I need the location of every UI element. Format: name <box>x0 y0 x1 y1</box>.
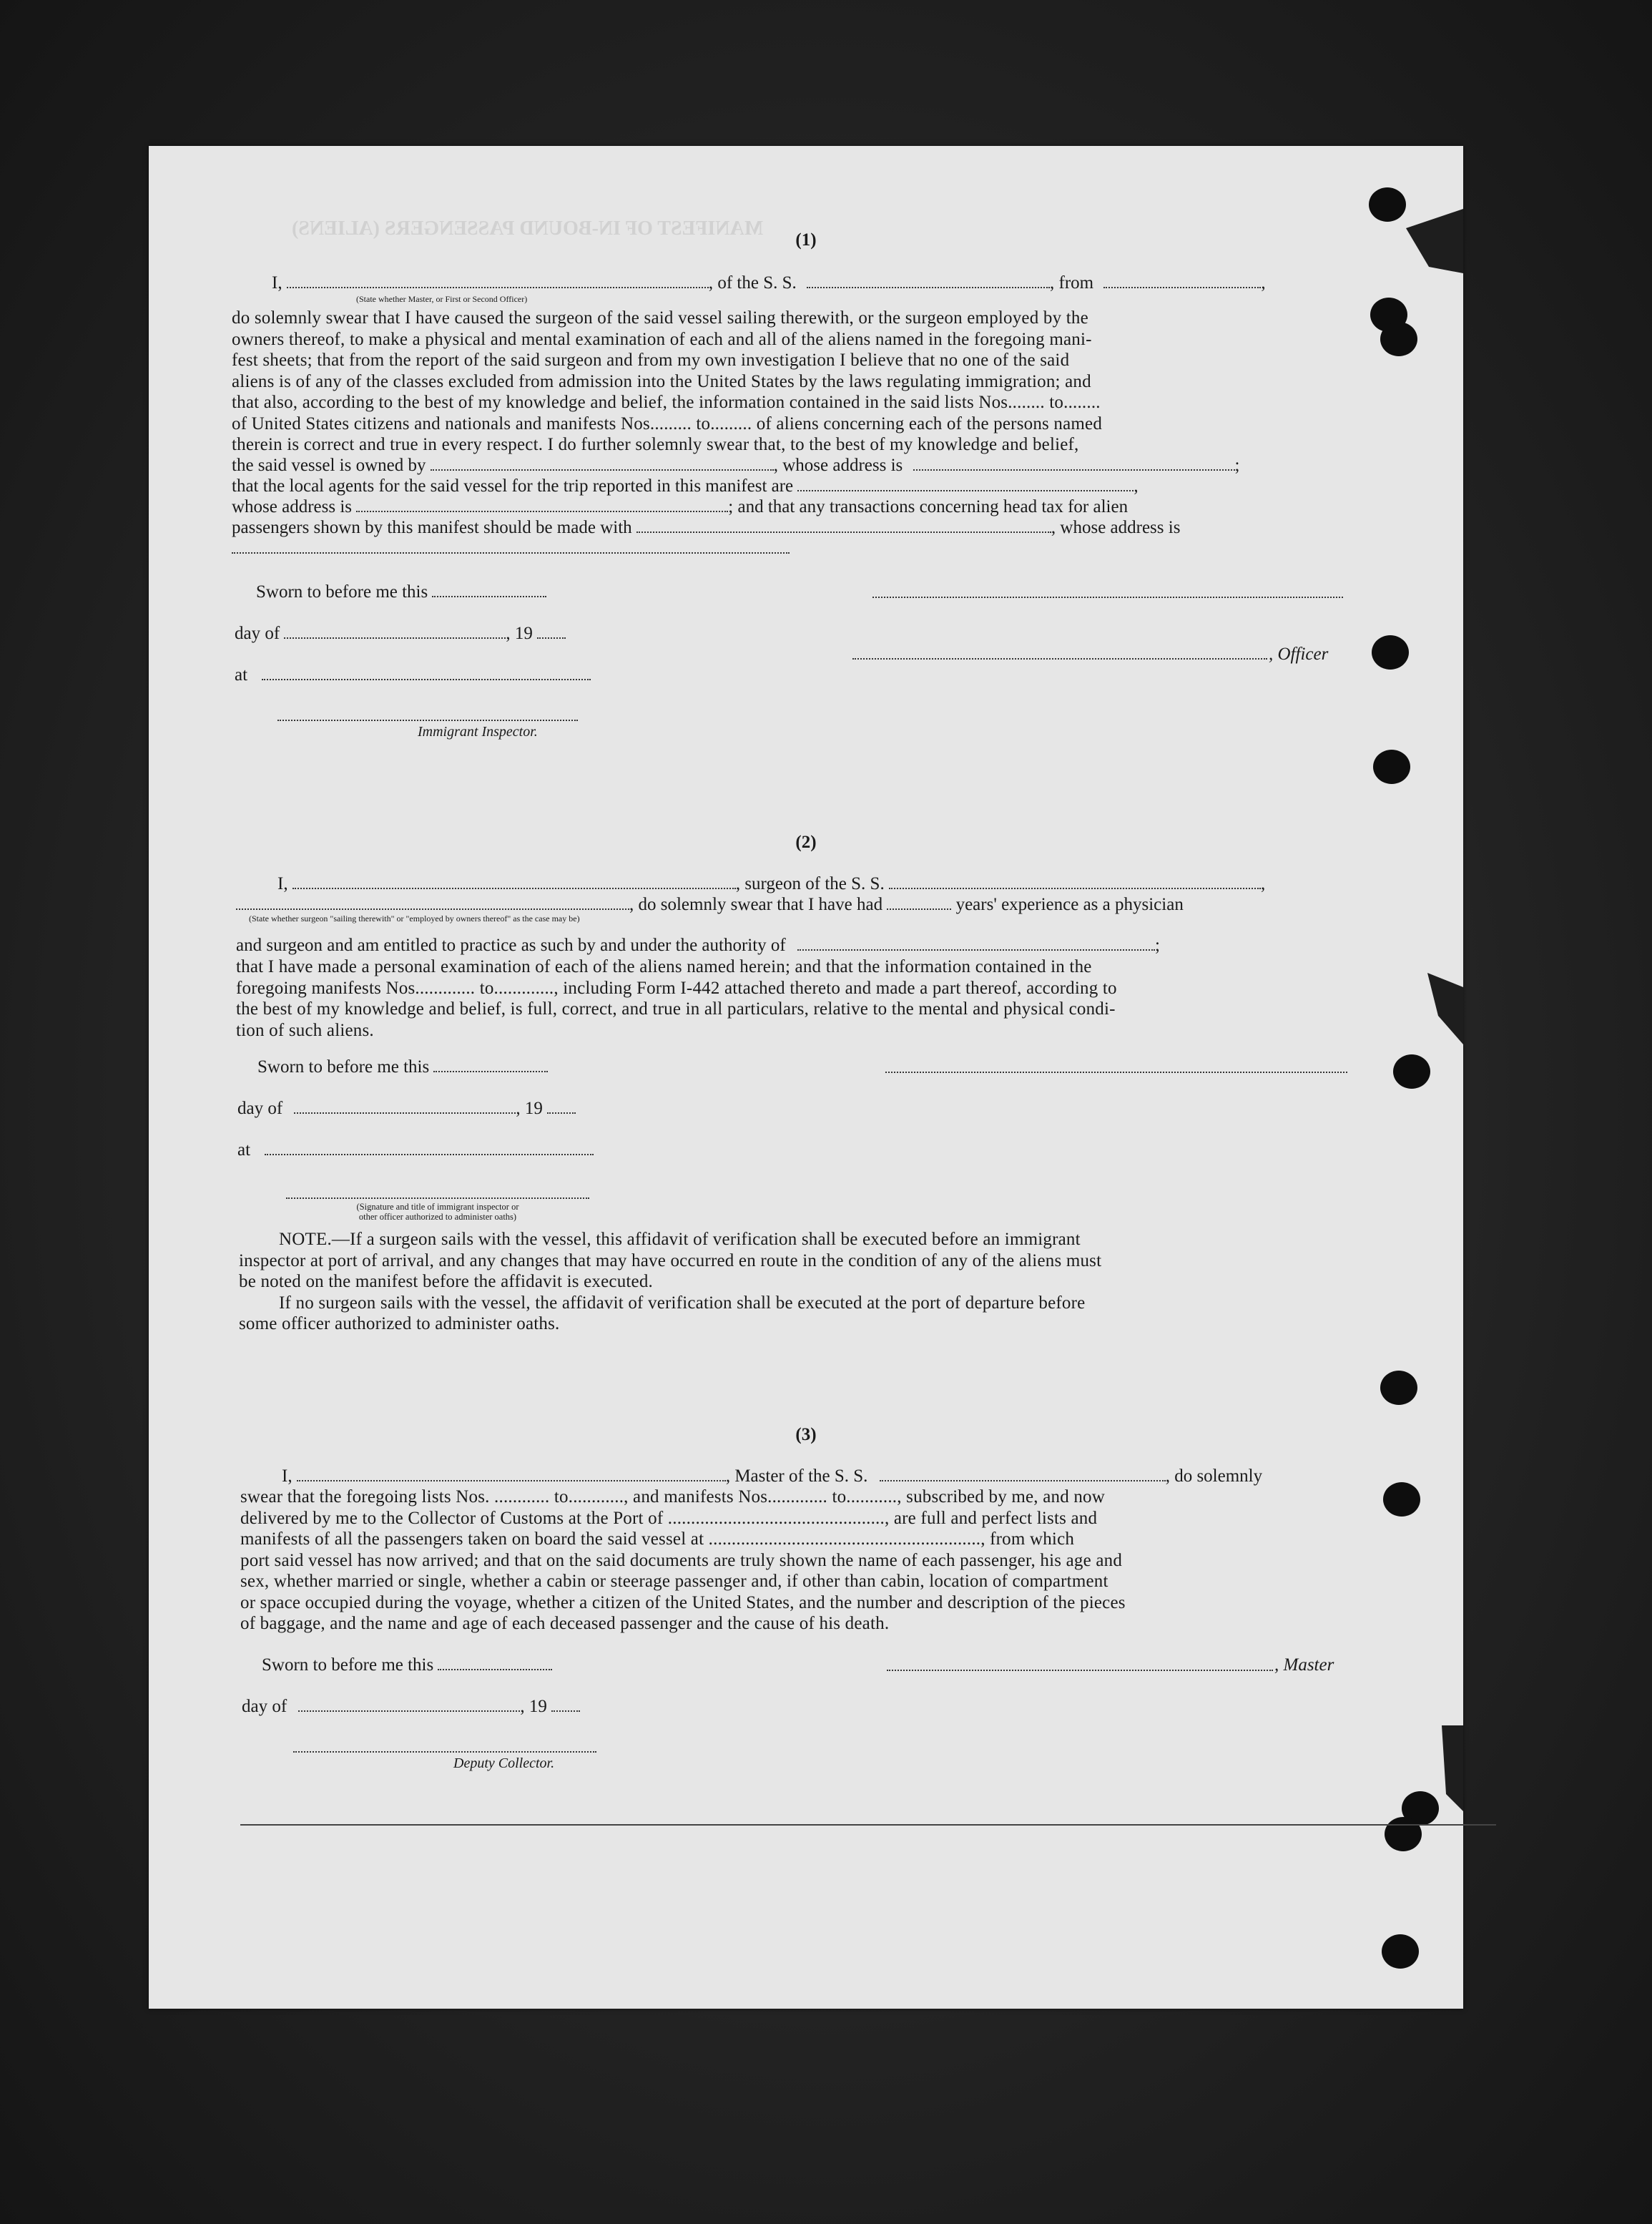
punch-hole <box>1380 1371 1417 1405</box>
body-line: manifests of all the passengers taken on board the said vessel at ..........................................................., from which <box>240 1529 1075 1549</box>
surgeon-name-field[interactable] <box>292 875 736 889</box>
body-line: and surgeon and am entitled to practice as such by and under the authority of <box>236 936 786 955</box>
local-agents-label: that the local agents for the said vessel for the trip reported in this manifest are <box>232 476 794 496</box>
signature-note-line: other officer authorized to administer oaths) <box>358 1212 517 1222</box>
body-line: delivered by me to the Collector of Customs at the Port of ..............................................., are full and perfect lists and <box>240 1508 1098 1528</box>
sworn-label-3: Sworn to before me this <box>262 1655 434 1675</box>
vessel-name-field-2[interactable] <box>889 875 1261 889</box>
body-line: fest sheets; that from the report of the said surgeon and from my own investigation I believe that no one of the said <box>232 351 1070 370</box>
body-line: that I have made a personal examination of each of the aliens named herein; and that the information contained in the <box>236 957 1092 976</box>
whose-address-label: , whose address is <box>773 456 903 475</box>
from-port-field[interactable] <box>1103 274 1261 288</box>
officer-name-field[interactable] <box>287 274 709 288</box>
master-of-label: , Master of the S. S. <box>725 1466 868 1486</box>
authority-field[interactable] <box>797 936 1155 951</box>
section-2-body <box>236 956 1495 1041</box>
at-line-1 <box>235 665 591 685</box>
punch-hole <box>1373 750 1410 784</box>
note-line: If no surgeon sails with the vessel, the affidavit of verification shall be executed at the port of departure before <box>279 1293 1086 1313</box>
at-label-2: at <box>237 1140 251 1160</box>
year-field[interactable] <box>537 624 566 639</box>
owner-field[interactable] <box>431 456 774 471</box>
surgeon-of-label: , surgeon of the S. S. <box>735 874 885 893</box>
body-line: sex, whether married or single, whether a cabin or steerage passenger and, if other than cabin, location of compartment <box>240 1572 1108 1591</box>
surgeon-note: (State whether surgeon "sailing therewith" or "employed by owners thereof" as the case may be) <box>249 913 580 924</box>
section-2-line1: I, , surgeon of the S. S. , <box>277 874 1266 893</box>
vessel-name-field-3[interactable] <box>880 1467 1166 1481</box>
inspector-signature-field[interactable] <box>277 718 578 721</box>
body-line: port said vessel has now arrived; and that on the said documents are truly shown the name of each passenger, his age and <box>240 1550 1123 1570</box>
officer-note: (State whether Master, or First or Second Officer) <box>356 294 528 304</box>
note-line: inspector at port of arrival, and any changes that may have occurred en route in the condition of any of the aliens must <box>239 1250 1102 1270</box>
section-1-line1: I, , of the S. S. , from , <box>272 273 1266 293</box>
years-experience-label: years' experience as a physician <box>955 895 1184 914</box>
sworn-line-1 <box>256 582 546 602</box>
day-of-line-3 <box>242 1697 580 1717</box>
do-solemnly-label-3: , do solemnly <box>1165 1466 1263 1486</box>
section-3-line1 <box>282 1466 1262 1486</box>
month-field-3[interactable] <box>298 1698 520 1712</box>
show-through-text: MANIFEST OF IN-BOUND PASSENGERS (ALIENS) <box>292 217 764 240</box>
year-label-2: , 19 <box>516 1099 543 1118</box>
from-label: , from <box>1050 273 1094 293</box>
vessel-name-field[interactable] <box>807 274 1050 288</box>
year-label: , 19 <box>506 624 533 643</box>
owned-by-line: the said vessel is owned by , whose address is ; <box>232 456 1240 475</box>
owner-address-field[interactable] <box>913 456 1235 471</box>
year-field-3[interactable] <box>551 1698 580 1712</box>
punch-hole <box>1372 635 1409 670</box>
whose-address-label-3: , whose address is <box>1051 518 1181 537</box>
master-name-field[interactable] <box>297 1467 726 1481</box>
at-place-field-2[interactable] <box>265 1141 594 1155</box>
punch-hole <box>1369 187 1406 222</box>
body-line: foregoing manifests Nos............. to............., including Form I-442 attached thereto and made a part thereof, according to <box>236 978 1117 998</box>
officer-signature-line-top[interactable] <box>872 595 1343 598</box>
day-of-label: day of <box>235 624 280 643</box>
body-line: owners thereof, to make a physical and mental examination of each and all of the aliens named in the foregoing mani- <box>232 329 1092 349</box>
day-of-label-3: day of <box>242 1697 287 1716</box>
sworn-label: Sworn to before me this <box>256 582 428 602</box>
sworn-date-field[interactable] <box>432 583 546 597</box>
contact-address-field[interactable] <box>232 551 790 554</box>
note-line: NOTE.—If a surgeon sails with the vessel, this affidavit of verification shall be executed before an immigrant <box>279 1230 1081 1249</box>
surgeon-status-field[interactable] <box>236 896 629 910</box>
manifest-page <box>149 146 1463 2009</box>
passengers-line <box>232 518 1180 538</box>
body-line: the best of my knowledge and belief, is full, correct, and true in all particulars, relative to the mental and physical condi- <box>236 999 1116 1019</box>
head-tax-contact-field[interactable] <box>636 519 1051 533</box>
master-label: , Master <box>1274 1655 1334 1675</box>
i-label-3: I, <box>282 1466 292 1486</box>
body-line: aliens is of any of the classes excluded from admission into the United States by the laws regulating immigration; and <box>232 371 1091 391</box>
punch-hole <box>1393 1054 1430 1089</box>
day-of-label-2: day of <box>237 1099 283 1118</box>
body-line: that also, according to the best of my knowledge and belief, the information contained in the said lists Nos........ to........ <box>232 393 1101 412</box>
signature-note-line: (Signature and title of immigrant inspector or <box>356 1202 519 1212</box>
note-block <box>239 1229 1498 1335</box>
year-field-2[interactable] <box>547 1099 576 1114</box>
surgeon-signature-field[interactable] <box>885 1070 1347 1073</box>
i-label-2: I, <box>277 874 288 893</box>
deputy-signature-field[interactable] <box>293 1750 596 1753</box>
i-label: I, <box>272 273 282 293</box>
master-signature-field[interactable] <box>887 1668 1273 1671</box>
head-tax-label: ; and that any transactions concerning head tax for alien <box>728 497 1129 516</box>
agent-address-field[interactable] <box>356 498 728 512</box>
local-agents-field[interactable] <box>797 477 1134 491</box>
body-line: or space occupied during the voyage, whether a citizen of the United States, and the number and description of the pieces <box>240 1592 1126 1612</box>
whose-address-label-2: whose address is <box>232 497 353 516</box>
years-experience-field[interactable] <box>887 896 951 910</box>
body-line: therein is correct and true in every respect. I do further solemnly swear that, to the best of my knowledge and belief, <box>232 435 1079 454</box>
section-3-number: (3) <box>795 1425 817 1444</box>
section-1-body <box>232 308 1490 456</box>
sworn-label-2: Sworn to before me this <box>257 1057 430 1077</box>
month-field[interactable] <box>284 624 506 639</box>
at-label: at <box>235 665 248 685</box>
body-line: do solemnly swear that I have caused the surgeon of the said vessel sailing therewith, or the surgeon employed by the <box>232 308 1088 328</box>
agent-address-line <box>232 497 1128 517</box>
immigrant-inspector-label: Immigrant Inspector. <box>418 724 538 740</box>
section-2-line2 <box>236 895 1184 915</box>
note-line: some officer authorized to administer oaths. <box>239 1314 560 1333</box>
sworn-line-3 <box>262 1655 552 1675</box>
inspector-signature-field-2[interactable] <box>286 1196 589 1199</box>
body-line: of baggage, and the name and age of each deceased passenger and the cause of his death. <box>240 1614 890 1633</box>
punch-hole <box>1382 1934 1419 1969</box>
month-field-2[interactable] <box>294 1099 516 1114</box>
officer-signature-field[interactable] <box>852 657 1267 660</box>
sworn-line-2 <box>257 1057 548 1077</box>
body-line: of United States citizens and nationals and manifests Nos......... to......... of aliens concerning each of the persons named <box>232 413 1103 433</box>
passengers-label: passengers shown by this manifest should be made with <box>232 518 632 537</box>
at-line-2 <box>237 1140 594 1160</box>
day-of-line-1 <box>235 624 566 644</box>
note-line: be noted on the manifest before the affidavit is executed. <box>239 1272 653 1291</box>
paper-tear <box>1442 1725 1463 1811</box>
local-agents-line: that the local agents for the said vessel for the trip reported in this manifest are , <box>232 476 1139 496</box>
of-ss-label: , of the S. S. <box>708 273 797 293</box>
section-1-number: (1) <box>795 230 817 250</box>
section-3-body <box>240 1486 1498 1635</box>
owned-by-label: the said vessel is owned by <box>232 456 426 475</box>
body-line: swear that the foregoing lists Nos. ............ to............, and manifests Nos............. to..........., subscribed by me, and now <box>240 1487 1105 1507</box>
bottom-rule <box>240 1824 1496 1826</box>
signature-note <box>286 1202 589 1222</box>
body-line: tion of such aliens. <box>236 1020 374 1040</box>
sworn-date-field-2[interactable] <box>433 1058 548 1072</box>
day-of-line-2 <box>237 1099 576 1119</box>
officer-label: , Officer <box>1269 645 1329 664</box>
do-solemnly-label: , do solemnly swear that I have had <box>629 895 883 914</box>
authority-line: and surgeon and am entitled to practice as such by and under the authority of ; <box>236 936 1160 955</box>
at-place-field[interactable] <box>262 666 591 680</box>
deputy-collector-label: Deputy Collector. <box>453 1755 555 1771</box>
punch-hole <box>1385 1817 1422 1851</box>
sworn-date-field-3[interactable] <box>438 1656 552 1670</box>
section-2-number: (2) <box>795 833 817 852</box>
year-label-3: , 19 <box>520 1697 547 1716</box>
